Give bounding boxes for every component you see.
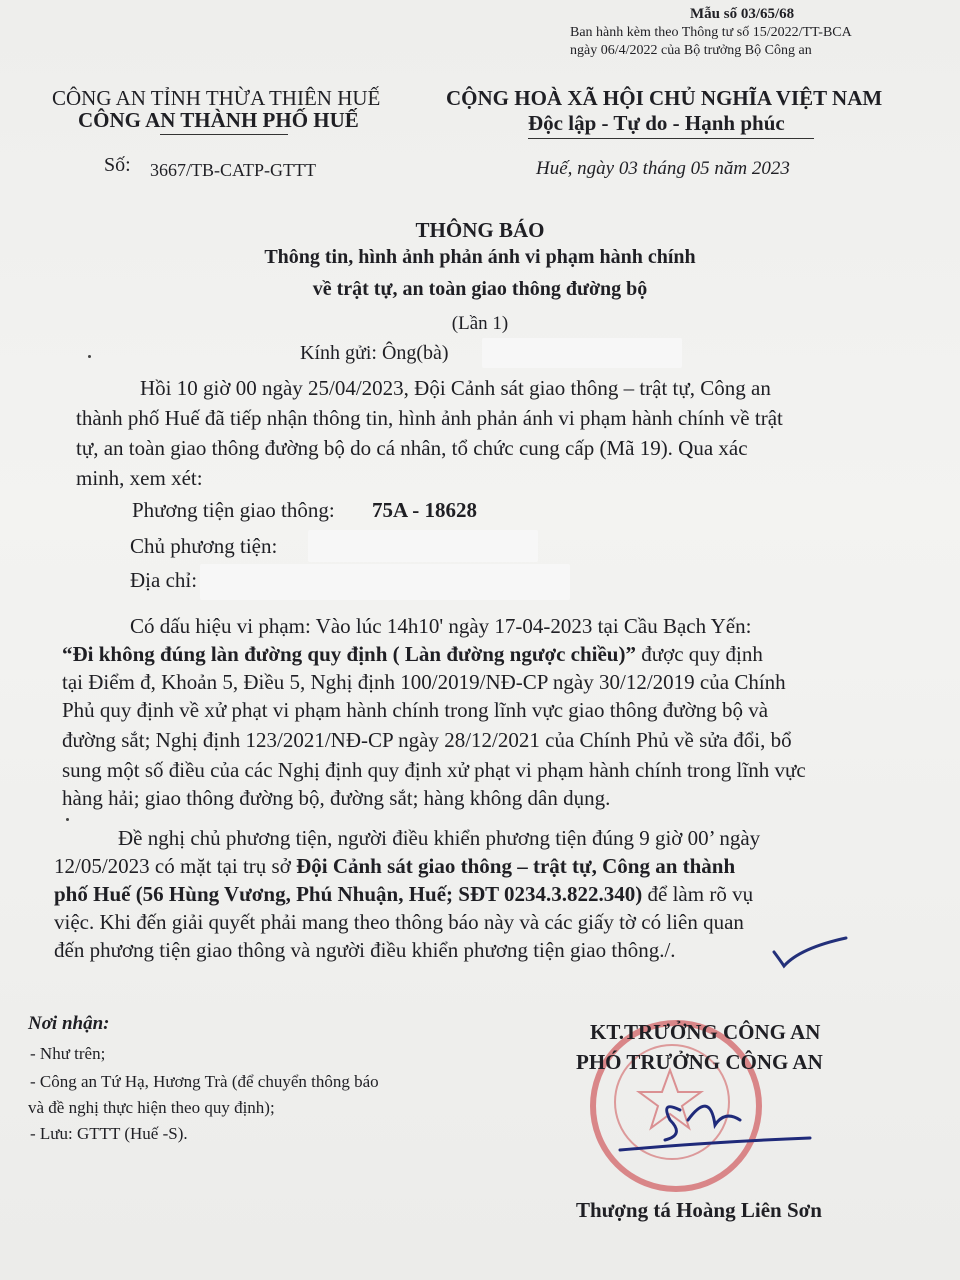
- request-line: đến phương tiện giao thông và người điều khiển phương tiện giao thông./.: [54, 938, 676, 962]
- intro-line: minh, xem xét:: [76, 466, 203, 490]
- vehicle-label: Phương tiện giao thông:: [132, 498, 335, 522]
- motto-underline: [528, 138, 814, 139]
- speck: [66, 818, 69, 821]
- address-label: Địa chỉ:: [130, 568, 198, 592]
- request-line: [54, 882, 753, 907]
- violation-line: Phủ quy định về xử phạt vi phạm hành chính trong lĩnh vực giao thông đường bộ và: [62, 698, 769, 722]
- request-purpose: để làm rõ vụ: [642, 882, 754, 906]
- redacted-address: [200, 564, 570, 600]
- intro-line: Hồi 10 giờ 00 ngày 25/04/2023, Đội Cảnh sát giao thông – trật tự, Công an: [140, 376, 771, 400]
- recipient-item: - Công an Tứ Hạ, Hương Trà (để chuyển thông báo: [30, 1072, 379, 1091]
- recipient-item: và đề nghị thực hiện theo quy định);: [28, 1098, 275, 1117]
- notice-count: (Lần 1): [451, 313, 509, 334]
- violation-line: đường sắt; Nghị định 123/2021/NĐ-CP ngày 28/12/2021 của Chính Phủ về sửa đổi, bổ: [62, 728, 792, 752]
- request-line: [54, 854, 735, 879]
- checkmark-icon: [770, 930, 850, 970]
- doc-number-label: Số:: [104, 154, 131, 176]
- form-code: Mẫu số 03/65/68: [690, 6, 795, 22]
- handwritten-signature: [560, 1080, 820, 1170]
- recipient-item: - Lưu: GTTT (Huế -S).: [30, 1124, 188, 1143]
- redacted-owner: [308, 530, 538, 562]
- recipients-title: Nơi nhận:: [28, 1013, 110, 1034]
- violation-suffix: được quy định: [635, 642, 763, 666]
- intro-line: thành phố Huế đã tiếp nhận thông tin, hình ảnh phản ánh vi phạm hành chính về trật: [76, 406, 783, 430]
- signature-title-line2: PHÓ TRƯỞNG CÔNG AN: [576, 1050, 823, 1074]
- violation-line: [62, 642, 763, 667]
- speck: [88, 355, 91, 358]
- violation-name: “Đi không đúng làn đường quy định ( Làn đường ngược chiều)”: [62, 642, 636, 666]
- request-line: Đề nghị chủ phương tiện, người điều khiển phương tiện đúng 9 giờ 00’ ngày: [118, 826, 761, 850]
- violation-line: hàng hải; giao thông đường bộ, đường sắt; hàng không dân dụng.: [62, 786, 611, 810]
- org-name: CÔNG AN THÀNH PHỐ HUẾ: [78, 108, 359, 132]
- intro-line: tự, an toàn giao thông đường bộ do cá nhân, tổ chức cung cấp (Mã 19). Qua xác: [76, 436, 748, 460]
- vehicle-plate: 75A - 18628: [372, 498, 477, 522]
- request-date: 12/05/2023 có mặt tại trụ sở: [54, 854, 297, 878]
- addressee-label: Kính gửi: Ông(bà): [300, 342, 449, 364]
- place-date: Huế, ngày 03 tháng 05 năm 2023: [536, 158, 790, 179]
- nation-title: CỘNG HOÀ XÃ HỘI CHỦ NGHĨA VIỆT NAM: [446, 86, 883, 110]
- violation-line: Có dấu hiệu vi phạm: Vào lúc 14h10' ngày 17-04-2023 tại Cầu Bạch Yến:: [130, 614, 752, 638]
- request-office-address: phố Huế (56 Hùng Vương, Phú Nhuận, Huế; SĐT 0234.3.822.340): [54, 882, 643, 906]
- document-subtitle-line1: Thông tin, hình ảnh phản ánh vi phạm hành chính: [264, 246, 696, 268]
- violation-line: tại Điểm đ, Khoản 5, Điều 5, Nghị định 100/2019/NĐ-CP ngày 30/12/2019 của Chính: [62, 670, 786, 694]
- document-subtitle-line2: về trật tự, an toàn giao thông đường bộ: [312, 278, 648, 300]
- motto: Độc lập - Tự do - Hạnh phúc: [528, 111, 785, 135]
- doc-number: 3667/TB-CATP-GTTT: [150, 160, 316, 180]
- request-line: việc. Khi đến giải quyết phải mang theo thông báo này và các giấy tờ có liên quan: [54, 910, 744, 934]
- org-underline: [160, 134, 288, 135]
- request-office: Đội Cảnh sát giao thông – trật tự, Công an thành: [296, 854, 736, 878]
- redacted-addressee: [482, 338, 682, 368]
- violation-line: sung một số điều của các Nghị định quy định xử phạt vi phạm hành chính trong lĩnh vực: [62, 758, 806, 782]
- org-parent: CÔNG AN TỈNH THỪA THIÊN HUẾ: [52, 86, 381, 110]
- recipient-item: - Như trên;: [30, 1044, 106, 1063]
- form-note-line2: ngày 06/4/2022 của Bộ trưởng Bộ Công an: [570, 43, 812, 58]
- signer-name: Thượng tá Hoàng Liên Sơn: [576, 1198, 822, 1222]
- owner-label: Chủ phương tiện:: [130, 534, 278, 558]
- document-title: THÔNG BÁO: [415, 218, 545, 242]
- form-note-line1: Ban hành kèm theo Thông tư số 15/2022/TT-BCA: [570, 25, 852, 40]
- signature-title-line1: KT.TRƯỞNG CÔNG AN: [590, 1020, 821, 1044]
